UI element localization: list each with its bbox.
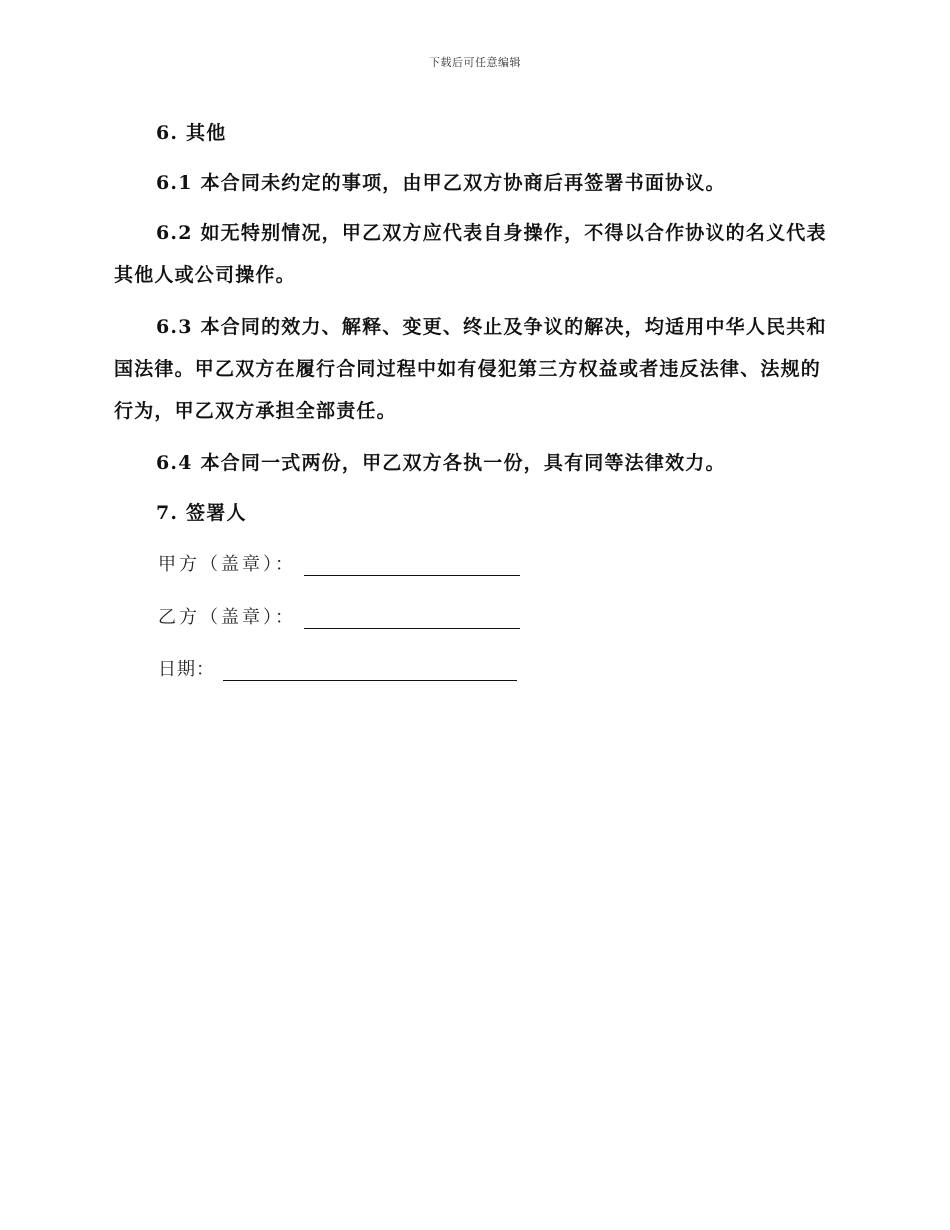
date-label: 日期：: [158, 659, 215, 680]
document-body: [114, 112, 838, 544]
party-b-signature-line: [304, 608, 520, 629]
page-header: 下载后可任意编辑: [429, 56, 521, 69]
clause-6-3: 6.3 本合同的效力、解释、变更、终止及争议的解决，均适用中华人民共和国法律。甲乙双方在履行合同过程中如有侵犯第三方权益或者违反法律、法规的行为，甲乙双方承担全部责任。: [114, 316, 827, 422]
party-a-label: 甲方（盖章）：: [158, 554, 296, 575]
section-6-title: 6. 其他: [156, 122, 227, 144]
party-a-signature: [158, 550, 520, 576]
party-a-signature-line: [304, 555, 520, 576]
clause-6-1: 6.1 本合同未约定的事项，由甲乙双方协商后再签署书面协议。: [156, 172, 726, 194]
date-line: [223, 660, 517, 681]
date-signature: [158, 655, 517, 681]
clause-6-4: 6.4 本合同一式两份，甲乙双方各执一份，具有同等法律效力。: [156, 452, 726, 474]
section-7-title: 7. 签署人: [156, 502, 247, 524]
clause-6-2: 6.2 如无特别情况，甲乙双方应代表自身操作，不得以合作协议的名义代表其他人或公司操作。: [114, 222, 827, 286]
party-b-label: 乙方（盖章）：: [158, 607, 296, 628]
party-b-signature: [158, 603, 520, 629]
